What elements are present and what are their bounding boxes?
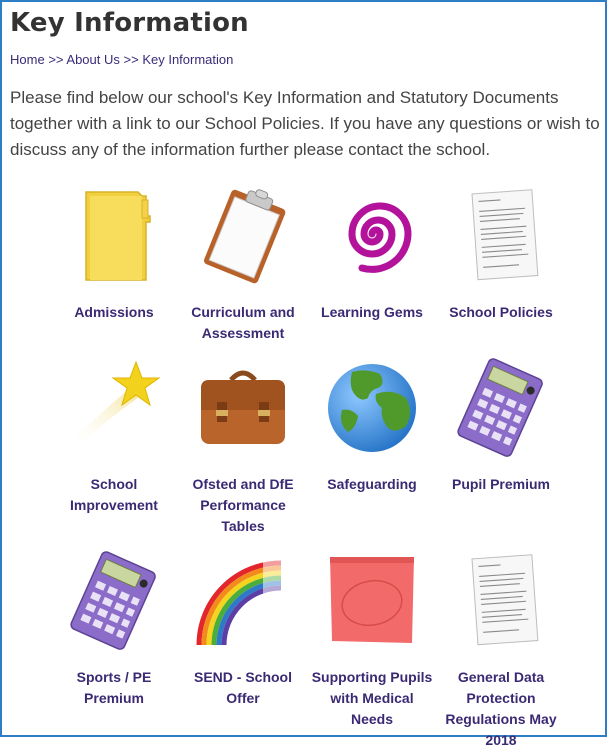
tile-learning-gems[interactable] xyxy=(309,186,435,323)
tile-school-improvement[interactable] xyxy=(51,358,177,516)
tile-label[interactable]: SEND - School Offer xyxy=(193,669,292,706)
tile-label[interactable]: Curriculum and Assessment xyxy=(191,304,295,341)
tile-label[interactable]: Pupil Premium xyxy=(451,476,551,492)
tile-curriculum-and-assessment[interactable] xyxy=(180,186,306,344)
tile-label[interactable]: Safeguarding xyxy=(327,476,417,492)
page-title: Key Information xyxy=(10,8,249,38)
tile-gdpr[interactable] xyxy=(438,551,564,751)
breadcrumb xyxy=(10,52,233,67)
folder-icon xyxy=(64,186,164,286)
breadcrumb-home[interactable]: Home xyxy=(10,52,45,67)
satchel-icon xyxy=(193,358,293,458)
tile-label[interactable]: Admissions xyxy=(74,304,154,320)
tile-label[interactable]: Ofsted and DfE Performance Tables xyxy=(192,476,294,534)
intro-text: Please find below our school's Key Information and Statutory Documents together with a link to our School Policies. If you have any questions or wish to discuss any of the information further please contact the school. xyxy=(10,88,600,159)
tile-pupil-premium[interactable] xyxy=(438,358,564,495)
calculator-icon xyxy=(64,551,164,651)
breadcrumb-current[interactable]: Key Information xyxy=(142,52,234,67)
sticky-note-icon xyxy=(322,551,422,651)
tile-supporting-pupils-medical[interactable] xyxy=(309,551,435,730)
tile-admissions[interactable] xyxy=(51,186,177,323)
calculator-icon xyxy=(451,358,551,458)
rainbow-icon xyxy=(193,551,293,651)
tile-ofsted-and-dfe[interactable] xyxy=(180,358,306,537)
breadcrumb-separator: >> xyxy=(123,52,139,67)
tile-label[interactable]: General Data Protection Regulations May 2018 xyxy=(445,669,557,748)
tile-label[interactable]: Supporting Pupils with Medical Needs xyxy=(311,669,433,727)
tile-school-policies[interactable] xyxy=(438,186,564,323)
clipboard-icon xyxy=(193,186,293,286)
tile-label[interactable]: Sports / PE Premium xyxy=(76,669,152,706)
shooting-star-icon xyxy=(64,358,164,458)
globe-icon xyxy=(322,358,422,458)
document-icon xyxy=(451,186,551,286)
tile-send-school-offer[interactable] xyxy=(180,551,306,709)
document-icon xyxy=(451,551,551,651)
breadcrumb-separator: >> xyxy=(48,52,64,67)
tile-label[interactable]: Learning Gems xyxy=(321,304,423,320)
tile-label[interactable]: School Policies xyxy=(449,304,553,320)
breadcrumb-about-us[interactable]: About Us xyxy=(66,52,120,67)
spiral-icon xyxy=(322,186,422,286)
tile-label[interactable]: School Improvement xyxy=(70,476,158,513)
tile-safeguarding[interactable] xyxy=(309,358,435,495)
tile-sports-pe-premium[interactable] xyxy=(51,551,177,709)
